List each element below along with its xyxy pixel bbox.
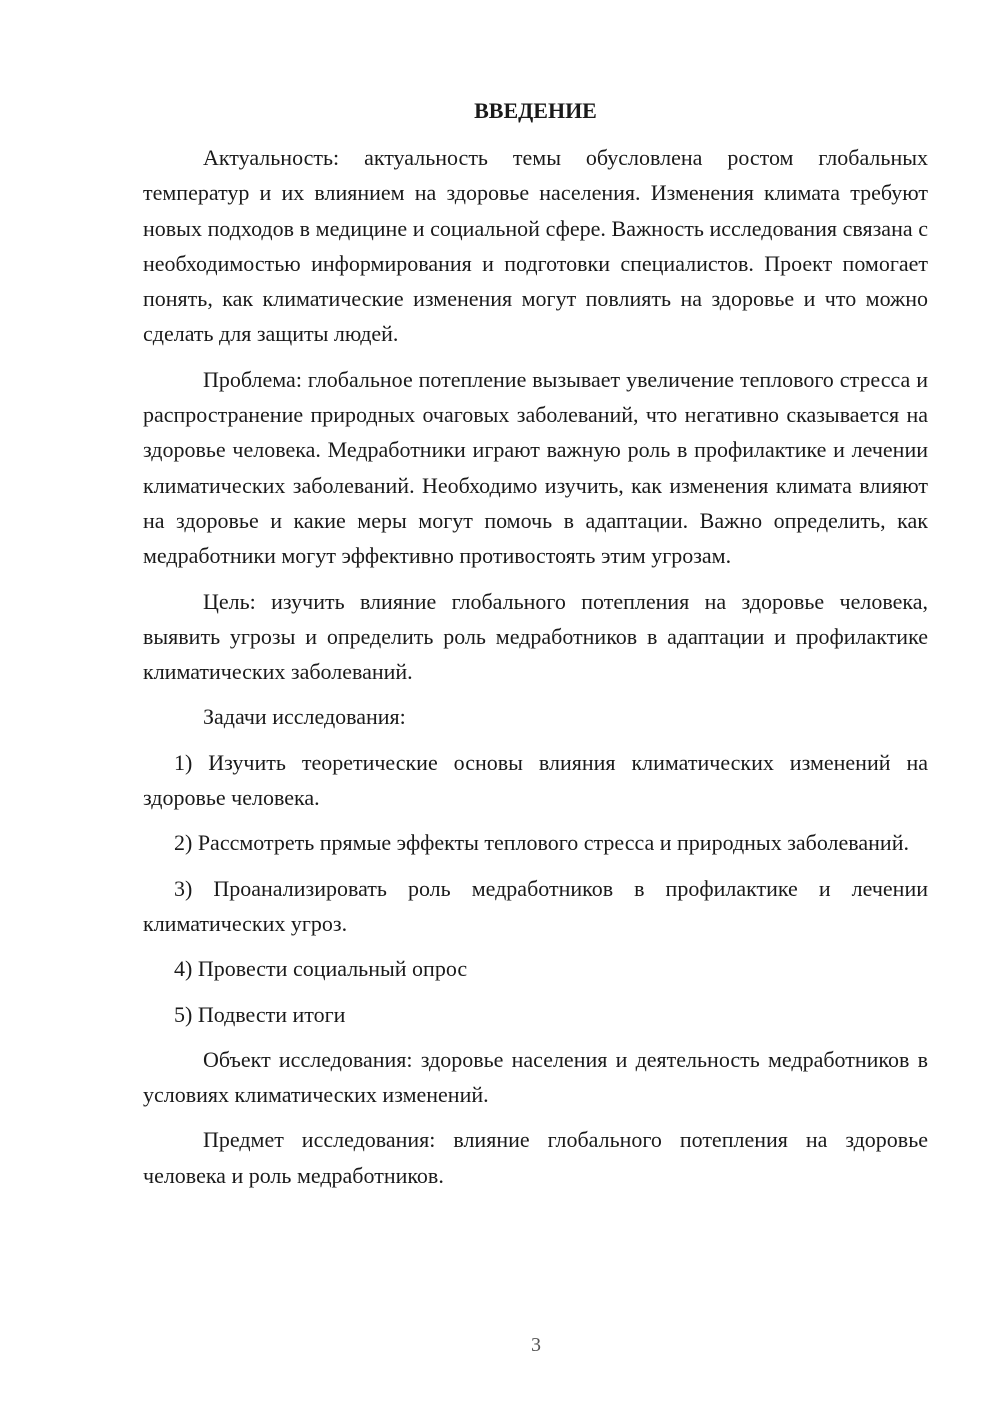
paragraph-relevance: Актуальность: актуальность темы обусловлена ростом глобальных температур и их влиянием на здоровье населения. Изменения климата требуют новых подходов в медицине и социальной сфере. Важность исследования связана с необходимостью информирования и подготовки специалистов. Проект помогает понять, как климатические изменения могут повлиять на здоровье и что можно сделать для защиты людей. — [143, 145, 928, 347]
tasks-list — [143, 745, 928, 1032]
paragraph-goal: Цель: изучить влияние глобального потепления на здоровье человека, выявить угрозы и определить роль медработников в адаптации и профилактике климатических заболеваний. — [143, 588, 928, 685]
list-item: 3) Проанализировать роль медработников в профилактике и лечении климатических угроз. — [143, 875, 928, 936]
list-item: 4) Провести социальный опрос — [174, 956, 468, 982]
document-page — [143, 94, 928, 1203]
list-item: 5) Подвести итоги — [174, 1001, 346, 1027]
paragraph-object: Объект исследования: здоровье населения и деятельность медработников в условиях климатических изменений. — [143, 1046, 928, 1108]
list-item: 1) Изучить теоретические основы влияния климатических изменений на здоровье человека. — [143, 749, 928, 811]
page-number: 3 — [531, 1334, 541, 1356]
paragraph-problem: Проблема: глобальное потепление вызывает увеличение теплового стресса и распространение природных очаговых заболеваний, что негативно сказывается на здоровье человека. Медработники играют важную роль в профилактике и лечении климатических заболеваний. Необходимо изучить, как изменения климата влияют на здоровье и какие меры могут помочь в адаптации. Важно определить, как медработники могут эффективно противостоять этим угрозам. — [143, 366, 928, 569]
tasks-heading: Задачи исследования: — [203, 704, 406, 730]
list-item: 2) Рассмотреть прямые эффекты теплового стресса и природных заболеваний. — [174, 830, 909, 856]
paragraph-subject: Предмет исследования: влияние глобального потепления на здоровье человека и роль медработников. — [143, 1127, 928, 1188]
document-title: ВВЕДЕНИЕ — [474, 98, 597, 123]
